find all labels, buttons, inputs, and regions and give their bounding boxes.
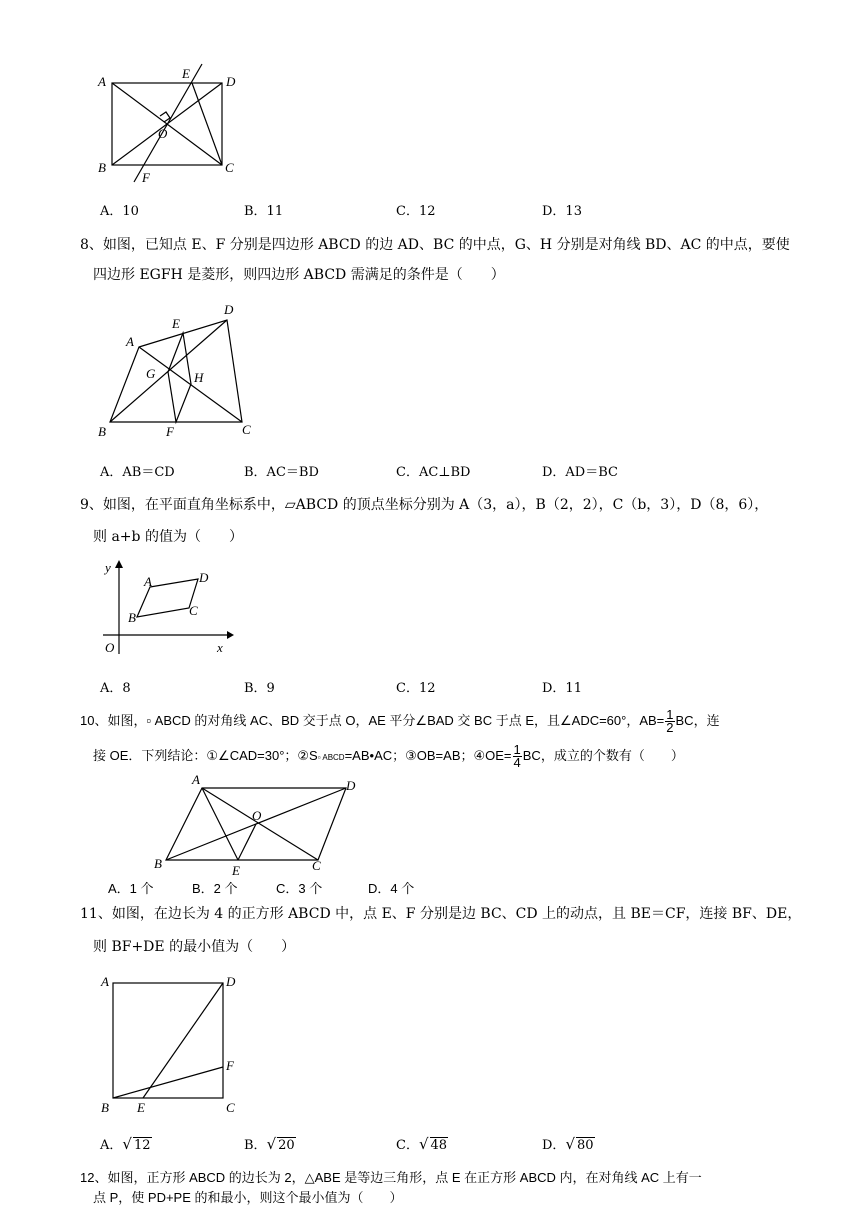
- q10-line2-part-a: 接 OE．下列结论：①∠CAD=30°；②S: [93, 747, 318, 763]
- q9-label-B: B: [128, 610, 136, 625]
- q7-label-O: O: [158, 126, 168, 141]
- q11-option-d-radicand: 80: [577, 1138, 594, 1153]
- q8-text-line2: 四边形 EGFH 是菱形，则四边形 ABCD 需满足的条件是（ ）: [93, 267, 505, 283]
- q10-text-line2: [93, 744, 684, 769]
- q9-text-line2: 则 a+b 的值为（ ）: [93, 529, 243, 545]
- q7-label-E: E: [182, 66, 190, 81]
- q11-option-b-letter: B．: [244, 1138, 267, 1153]
- q11-label-B: B: [101, 1100, 109, 1115]
- q11-text-line2: 则 BF+DE 的最小值为（ ）: [93, 939, 296, 955]
- q11-option-c[interactable]: [396, 1134, 448, 1153]
- q9-label-C: C: [189, 603, 198, 618]
- sqrt-icon: √: [418, 1135, 429, 1153]
- q9-figure: [95, 558, 240, 658]
- q8-option-c[interactable]: C．AC⊥BD: [396, 465, 471, 480]
- q11-label-C: C: [226, 1100, 235, 1115]
- q11-text-line1: 11、如图，在边长为 4 的正方形 ABCD 中，点 E、F 分别是边 BC、CD 上的动点，且 BE＝CF，连接 BF、DE，: [80, 906, 802, 922]
- sqrt-icon: √: [122, 1135, 132, 1153]
- q11-option-b-radicand: 20: [278, 1138, 295, 1153]
- q8-label-F: F: [166, 424, 174, 439]
- q10-option-a[interactable]: A．1 个: [108, 881, 154, 896]
- q8-label-C: C: [242, 422, 251, 437]
- q12-text-line2: 点 P，使 PD+PE 的和最小，则这个最小值为（ ）: [93, 1190, 403, 1205]
- q11-label-F: F: [226, 1058, 234, 1073]
- q10-fraction-half: [665, 709, 674, 734]
- q10-area-subscript: ▫ ABCD: [317, 752, 345, 762]
- sqrt-icon: √: [266, 1135, 277, 1153]
- q10-line1-part-a: 10、如图，▫ ABCD 的对角线 AC、BD 交于点 O，AE 平分∠BAD 交 BC 于点 E，且∠ADC=60°，AB=: [80, 712, 665, 728]
- q7-label-F: F: [142, 170, 150, 185]
- q8-label-E: E: [172, 316, 180, 331]
- q9-option-a[interactable]: A．8: [100, 681, 131, 696]
- q9-label-x: x: [217, 640, 223, 655]
- q7-option-b[interactable]: B．11: [244, 204, 284, 219]
- q10-text-line1: [80, 709, 720, 734]
- q9-text-line1: 9、如图，在平面直角坐标系中，▱ABCD 的顶点坐标分别为 A（3，a），B（2，2），C（b，3），D（8，6），: [80, 497, 769, 513]
- q9-option-c[interactable]: C．12: [396, 681, 436, 696]
- q7-figure: [92, 58, 252, 188]
- q11-option-a-letter: A．: [100, 1138, 123, 1153]
- q7-label-C: C: [225, 160, 234, 175]
- q8-label-B: B: [98, 424, 106, 439]
- q9-label-D: D: [199, 570, 209, 585]
- q10-frac2-denominator: 4: [513, 755, 521, 770]
- q7-option-d[interactable]: D．13: [542, 204, 582, 219]
- q10-line1-part-b: BC，连: [675, 712, 720, 728]
- q7-label-B: B: [98, 160, 106, 175]
- q10-frac1-numerator: 1: [666, 707, 674, 722]
- q8-label-G: G: [146, 366, 156, 381]
- q10-label-C: C: [312, 858, 321, 873]
- q10-label-D: D: [346, 778, 356, 793]
- q10-figure: [150, 772, 370, 877]
- q10-frac1-denominator: 2: [666, 720, 674, 735]
- q11-option-a-radicand: 12: [133, 1138, 151, 1153]
- q7-option-a[interactable]: A．10: [100, 204, 139, 219]
- q7-option-c[interactable]: C．12: [396, 204, 436, 219]
- q10-label-B: B: [154, 856, 162, 871]
- q11-label-D: D: [226, 974, 236, 989]
- q8-figure: [92, 300, 262, 445]
- q11-option-a[interactable]: [100, 1134, 152, 1153]
- q10-label-E: E: [232, 863, 240, 877]
- q7-label-D: D: [226, 74, 236, 89]
- q10-option-b[interactable]: B．2 个: [192, 881, 238, 896]
- q11-label-A: A: [101, 974, 109, 989]
- q10-option-d[interactable]: D．4 个: [368, 881, 415, 896]
- q9-label-O: O: [105, 640, 115, 655]
- q9-label-A: A: [144, 574, 152, 589]
- q10-fraction-quarter: [513, 744, 522, 769]
- q10-frac2-numerator: 1: [513, 742, 521, 757]
- q11-option-d[interactable]: [542, 1134, 595, 1153]
- q8-text-line1: 8、如图，已知点 E、F 分别是四边形 ABCD 的边 AD、BC 的中点，G、H 分别是对角线 BD、AC 的中点，要使: [80, 237, 790, 253]
- q9-label-y: y: [105, 560, 111, 575]
- q10-label-O: O: [252, 808, 262, 823]
- q8-option-d[interactable]: D．AD＝BC: [542, 465, 618, 480]
- q8-label-H: H: [194, 370, 204, 385]
- q10-label-A: A: [192, 772, 200, 787]
- q11-option-c-letter: C．: [396, 1138, 419, 1153]
- q11-figure: [95, 970, 245, 1120]
- q10-line2-part-b: =AB•AC；③OB=AB；④OE=: [344, 747, 512, 763]
- q11-option-b[interactable]: [244, 1134, 296, 1153]
- q11-label-E: E: [137, 1100, 145, 1115]
- q8-label-D: D: [224, 302, 234, 317]
- q12-text-line1: 12、如图，正方形 ABCD 的边长为 2，△ABE 是等边三角形，点 E 在正方形 ABCD 内，在对角线 AC 上有一: [80, 1170, 702, 1185]
- q9-option-b[interactable]: B．9: [244, 681, 275, 696]
- q10-line2-part-c: BC，成立的个数有（ ）: [522, 747, 684, 763]
- q10-option-c[interactable]: C．3 个: [276, 881, 323, 896]
- q8-option-a[interactable]: A．AB＝CD: [100, 465, 175, 480]
- q11-option-d-letter: D．: [542, 1138, 566, 1153]
- sqrt-icon: √: [565, 1135, 575, 1153]
- q7-label-A: A: [98, 74, 106, 89]
- q8-label-A: A: [126, 334, 134, 349]
- q11-option-c-radicand: 48: [430, 1138, 448, 1153]
- q8-option-b[interactable]: B．AC＝BD: [244, 465, 319, 480]
- q9-option-d[interactable]: D．11: [542, 681, 582, 696]
